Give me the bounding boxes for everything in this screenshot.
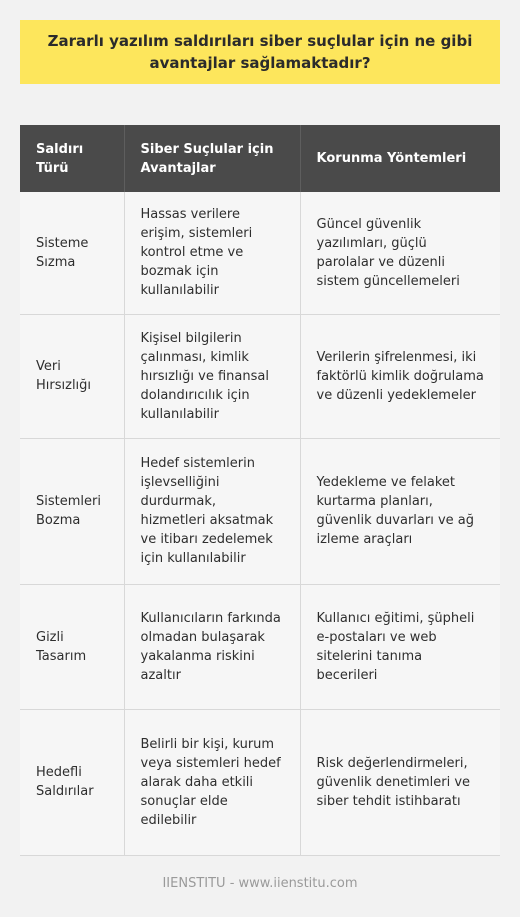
cell-attack-type: Hedefli Saldırılar <box>20 709 124 855</box>
table-row <box>20 584 500 709</box>
footer-credit: IIENSTITU - www.iienstitu.com <box>162 876 358 891</box>
cell-attack-type: Gizli Tasarım <box>20 584 124 709</box>
cell-advantages: Belirli bir kişi, kurum veya sistemleri hedef alarak daha etkili sonuçlar elde edilebilir <box>124 709 300 855</box>
cell-advantages: Kullanıcıların farkında olmadan bulaşarak yakalanma riskini azaltır <box>124 584 300 709</box>
cell-protection: Kullanıcı eğitimi, şüpheli e-postaları ve web sitelerini tanıma becerileri <box>300 584 500 709</box>
cell-protection: Verilerin şifrelenmesi, iki faktörlü kimlik doğrulama ve düzenli yedeklemeler <box>300 314 500 438</box>
page-title: Zararlı yazılım saldırıları siber suçlular için ne gibi avantajlar sağlamaktadır? <box>47 32 473 72</box>
cell-protection: Yedekleme ve felaket kurtarma planları, güvenlik duvarları ve ağ izleme araçları <box>300 438 500 584</box>
header-advantages: Siber Suçlular için Avantajlar <box>124 125 300 192</box>
table-row <box>20 709 500 855</box>
table-header-row <box>20 125 500 192</box>
cell-attack-type: Sisteme Sızma <box>20 192 124 314</box>
header-attack-type: Saldırı Türü <box>20 125 124 192</box>
header-protection: Korunma Yöntemleri <box>316 151 467 166</box>
table-row <box>20 438 500 584</box>
table-row <box>20 192 500 314</box>
cell-advantages: Hedef sistemlerin işlevselliğini durdurmak, hizmetleri aksatmak ve itibarı zedelemek için kullanılabilir <box>124 438 300 584</box>
cell-attack-type: Veri Hırsızlığı <box>20 314 124 438</box>
cell-protection: Risk değerlendirmeleri, güvenlik denetimleri ve siber tehdit istihbaratı <box>300 709 500 855</box>
cell-attack-type: Sistemleri Bozma <box>20 438 124 584</box>
cell-advantages: Kişisel bilgilerin çalınması, kimlik hırsızlığı ve finansal dolandırıcılık için kullanılabilir <box>124 314 300 438</box>
comparison-table <box>20 125 500 856</box>
title-banner <box>20 20 500 84</box>
cell-protection: Güncel güvenlik yazılımları, güçlü parolalar ve düzenli sistem güncellemeleri <box>300 192 500 314</box>
cell-advantages: Hassas verilere erişim, sistemleri kontrol etme ve bozmak için kullanılabilir <box>124 192 300 314</box>
table-row <box>20 314 500 438</box>
